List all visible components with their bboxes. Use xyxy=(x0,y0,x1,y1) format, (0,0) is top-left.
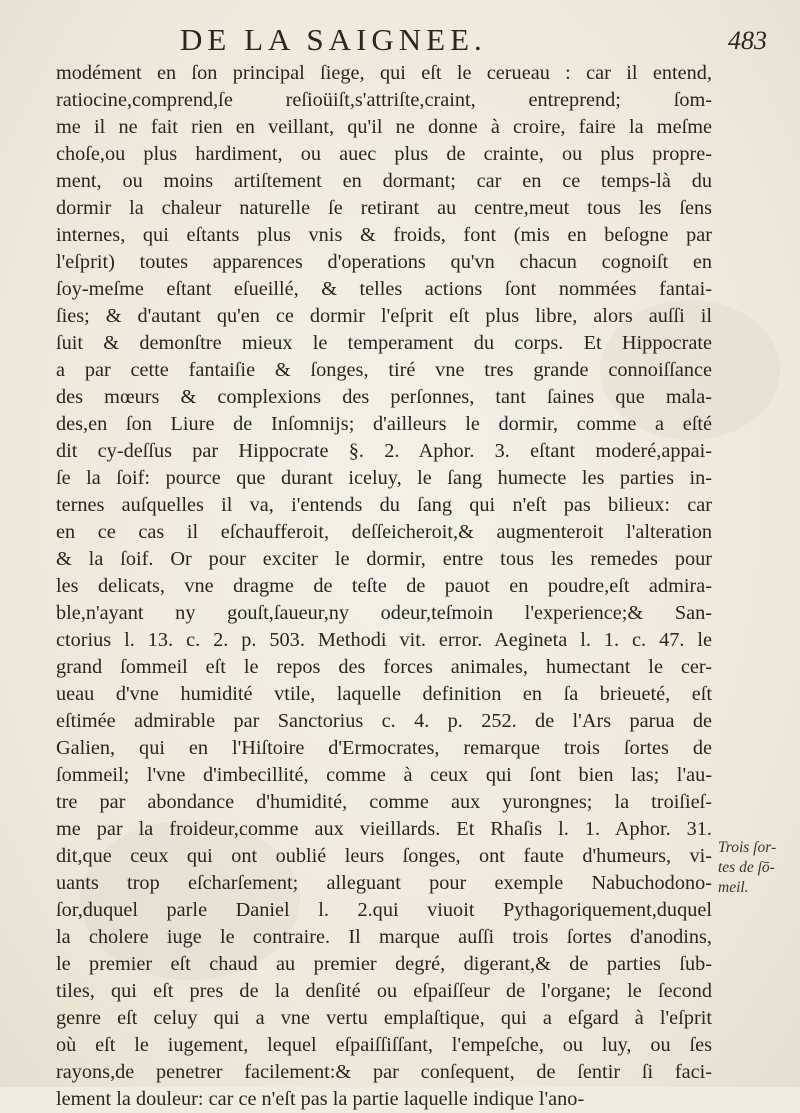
margin-note-line: meil. xyxy=(718,879,749,896)
text-line: dit cy-deſſus par Hippocrate §. 2. Aphor. 3. eſtant moderé,appai- xyxy=(56,440,712,462)
text-line: eſtimée admirable par Sanctorius c. 4. p. 252. de l'Ars parua de xyxy=(56,710,712,732)
text-line: uants trop eſcharſement; alleguant pour exemple Nabuchodono- xyxy=(56,872,712,894)
text-line: & la ſoif. Or pour exciter le dormir, entre tous les remedes pour xyxy=(56,548,712,570)
margin-note-line: tes de ſō- xyxy=(718,859,775,876)
text-line: genre eſt celuy qui a vne vertu emplaſtique, qui a eſgard à l'eſprit xyxy=(56,1007,712,1029)
text-line: le premier eſt chaud au premier degré, digerant,& de parties ſub- xyxy=(56,953,712,975)
running-head: DE LA SAIGNEE. xyxy=(180,22,487,57)
text-line: ſoy-meſme eſtant eſueillé, & telles actions ſont nommées fantai- xyxy=(56,278,712,300)
text-line: ſor,duquel parle Daniel l. 2.qui viuoit Pythagoriquement,duquel xyxy=(56,899,712,921)
text-line: ſommeil; l'vne d'imbecillité, comme à ceux qui ſont bien las; l'au- xyxy=(56,764,712,786)
text-line: où eſt le iugement, lequel eſpaiſſiſſant, l'empeſche, ou luy, ou ſes xyxy=(56,1034,712,1056)
text-line: ueau d'vne humidité vtile, laquelle definition en ſa brieueté, eſt xyxy=(56,683,712,705)
text-line: ratiocine,comprend,ſe reſioüiſt,s'attriſte,craint, entreprend; ſom- xyxy=(56,89,712,111)
text-line: dit,que ceux qui ont oublié leurs ſonges, ont faute d'humeurs, vi- xyxy=(56,845,712,867)
page-header xyxy=(0,18,800,62)
margin-note-line: Trois ſor- xyxy=(718,839,777,856)
text-line: internes, qui eſtants plus vnis & froids, font (mis en beſogne par xyxy=(56,224,712,246)
text-line: ſies; & d'autant qu'en ce dormir l'eſprit eſt plus libre, alors auſſi il xyxy=(56,305,712,327)
text-line: ble,n'ayant ny gouſt,ſaueur,ny odeur,teſmoin l'experience;& San- xyxy=(56,602,712,624)
text-line: ſe la ſoif: pource que durant iceluy, le ſang humecte les parties in- xyxy=(56,467,712,489)
text-line: les delicats, vne dragme de teſte de pauot en poudre,eſt admira- xyxy=(56,575,712,597)
text-line: tre par abondance d'humidité, comme aux yurongnes; la troiſieſ- xyxy=(56,791,712,813)
text-line: ternes auſquelles il va, i'entends du ſang qui n'eſt pas bilieux: car xyxy=(56,494,712,516)
text-line: ctorius l. 13. c. 2. p. 503. Methodi vit. error. Aegineta l. 1. c. 47. le xyxy=(56,629,712,651)
text-line: l'eſprit) toutes apparences d'operations qu'vn chacun cognoiſt en xyxy=(56,251,712,273)
text-line: grand ſommeil eſt le repos des forces animales, humectant le cer- xyxy=(56,656,712,678)
text-line: me par la froideur,comme aux vieillards. Et Rhaſis l. 1. Aphor. 31. xyxy=(56,818,712,840)
text-line: des mœurs & complexions des perſonnes, tant ſaines que mala- xyxy=(56,386,712,408)
text-line: ment, ou moins artiſtement en dormant; car en ce temps-là du xyxy=(56,170,712,192)
text-line: ſuit & demonſtre mieux le temperament du corps. Et Hippocrate xyxy=(56,332,712,354)
text-line: rayons,de penetrer facilement:& par conſequent, de ſentir ſi faci- xyxy=(56,1061,712,1083)
margin-note xyxy=(718,838,794,898)
text-line: la cholere iuge le contraire. Il marque auſſi trois ſortes d'anodins, xyxy=(56,926,712,948)
text-line: choſe,ou plus hardiment, ou auec plus de crainte, ou plus propre- xyxy=(56,143,712,165)
text-line: des,en ſon Liure de Inſomnijs; d'ailleurs le dormir, comme a eſté xyxy=(56,413,712,435)
text-line: modément en ſon principal ſiege, qui eſt le cerueau : car il entend, xyxy=(56,62,712,84)
text-line: lement la douleur: car ce n'eſt pas la partie laquelle indique l'ano- xyxy=(56,1088,585,1110)
page-number: 483 xyxy=(728,26,767,55)
text-line: dormir la chaleur naturelle ſe retirant au centre,meut tous les ſens xyxy=(56,197,712,219)
text-line: tiles, qui eſt pres de la denſité ou eſpaiſſeur de l'organe; le ſecond xyxy=(56,980,712,1002)
text-line: Galien, qui en l'Hiſtoire d'Ermocrates, remarque trois ſortes de xyxy=(56,737,712,759)
body-text xyxy=(56,60,712,1113)
text-line: me il ne fait rien en veillant, qu'il ne donne à croire, faire la meſme xyxy=(56,116,712,138)
text-line: en ce cas il eſchaufferoit, deſſeicheroit,& augmenteroit l'alteration xyxy=(56,521,712,543)
text-line: a par cette fantaiſie & ſonges, tiré vne tres grande connoiſſance xyxy=(56,359,712,381)
